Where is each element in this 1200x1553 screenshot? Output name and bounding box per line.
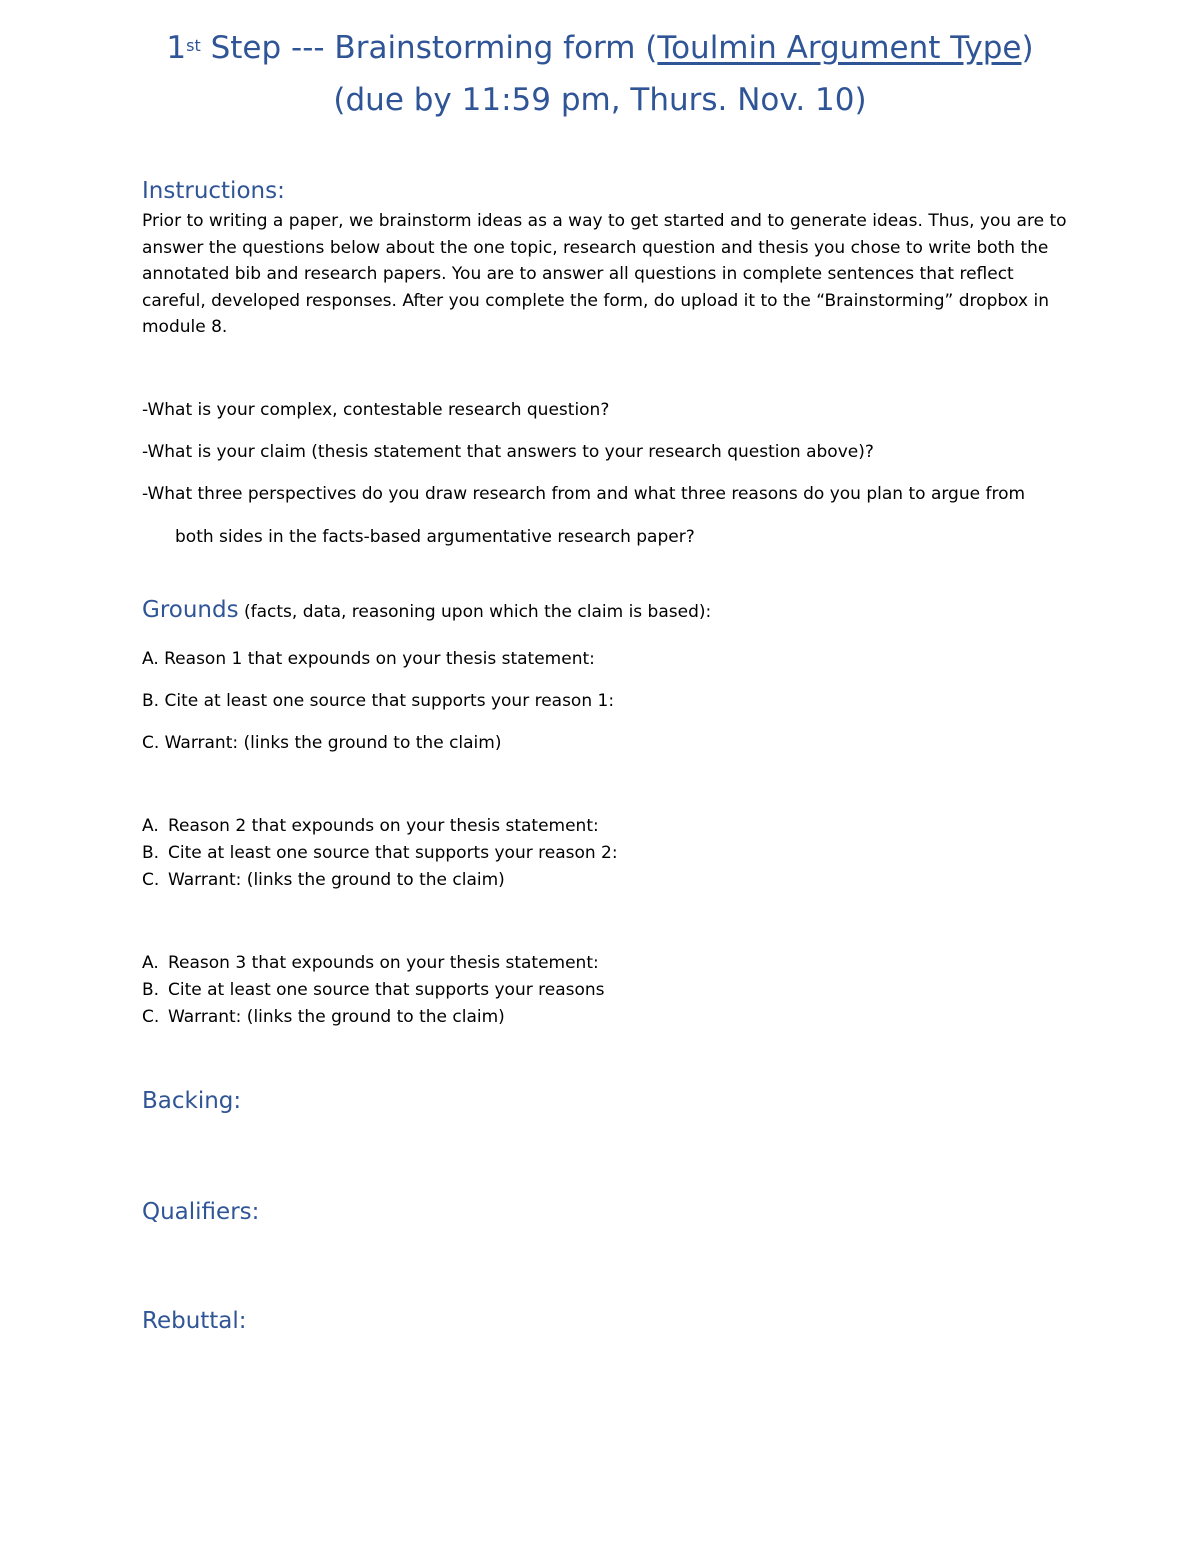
title-close-paren: ) <box>1021 30 1034 66</box>
question-claim: -What is your claim (thesis statement that answers to your research question above)? <box>142 442 874 462</box>
grounds-group-2 <box>142 813 618 894</box>
list-item: A. Reason 2 that expounds on your thesis statement: <box>142 816 599 836</box>
question-perspectives: -What three perspectives do you draw research from and what three reasons do you plan to argue from <box>142 484 1026 504</box>
grounds-heading <box>142 595 711 627</box>
question-research: -What is your complex, contestable research question? <box>142 400 610 420</box>
instructions-body: Prior to writing a paper, we brainstorm ideas as a way to get started and to generate ideas. Thus, you are to answer the questions below about the one topic, research question and thesis you chose to write both the annotated bib and research papers. You are to answer all questions in complete sentences that reflect careful, developed responses. After you complete the form, do upload it to the “Brainstorming” dropbox in module 8. <box>142 211 1067 337</box>
question-perspectives-continued: both sides in the facts-based argumentative research paper? <box>175 527 695 547</box>
list-item: B. Cite at least one source that supports your reason 2: <box>142 843 618 863</box>
title-step-number: 1 <box>166 30 187 66</box>
grounds-title: Grounds <box>142 597 239 623</box>
grounds-warrant1: C. Warrant: (links the ground to the claim) <box>142 733 502 753</box>
instructions-heading: Instructions: <box>142 178 285 204</box>
due-date: (due by 11:59 pm, Thurs. Nov. 10) <box>333 82 867 118</box>
list-item: B. Cite at least one source that supports your reasons <box>142 980 605 1000</box>
list-item: C. Warrant: (links the ground to the claim) <box>142 870 505 890</box>
title-main-text: Step --- Brainstorming form ( <box>200 30 658 66</box>
toulmin-argument-link[interactable]: Toulmin Argument Type <box>657 30 1022 66</box>
title-ordinal-suffix: st <box>186 36 201 55</box>
grounds-note: (facts, data, reasoning upon which the claim is based): <box>238 602 712 622</box>
list-item: C. Warrant: (links the ground to the claim) <box>142 1007 505 1027</box>
document-title <box>0 28 1200 68</box>
grounds-source1: B. Cite at least one source that supports your reason 1: <box>142 691 615 711</box>
qualifiers-heading: Qualifiers: <box>142 1199 260 1225</box>
grounds-group-3 <box>142 950 605 1031</box>
backing-heading: Backing: <box>142 1088 242 1114</box>
rebuttal-heading: Rebuttal: <box>142 1308 247 1334</box>
list-item: A. Reason 3 that expounds on your thesis statement: <box>142 953 599 973</box>
grounds-reason1: A. Reason 1 that expounds on your thesis statement: <box>142 649 595 669</box>
